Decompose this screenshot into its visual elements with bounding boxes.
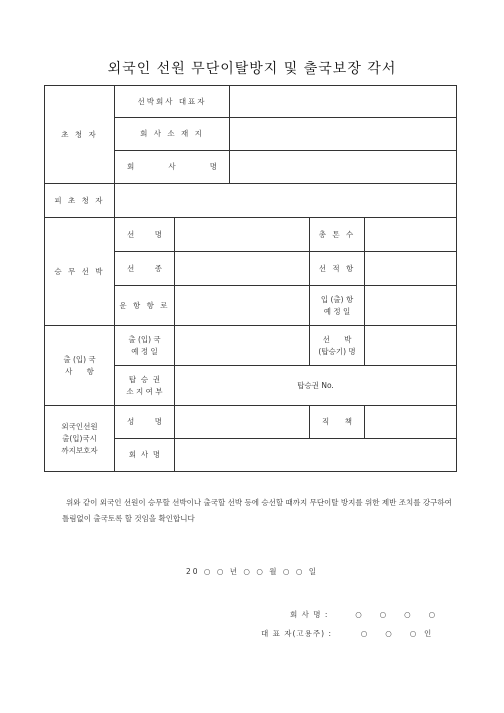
company-name-label: 회 사 명 — [115, 151, 230, 184]
company-address-label: 회 사 소 재 지 — [115, 118, 230, 151]
port-date-field[interactable] — [365, 286, 457, 326]
company-address-field[interactable] — [230, 118, 457, 151]
form-table — [44, 85, 457, 472]
document-title: 외국인 선원 무단이탈방지 및 출국보장 각서 — [107, 61, 397, 77]
guardian-company-label: 회 사 명 — [115, 439, 175, 472]
company-rep-label: 선박회사 대표자 — [115, 86, 230, 118]
guardian-name-field[interactable] — [175, 406, 310, 439]
guardian-position-field[interactable] — [365, 406, 457, 439]
port-date-label: 입 (출) 항 예 정 일 — [310, 286, 365, 326]
date-line: 20 ○ ○ 년 ○ ○ 월 ○ ○ 일 — [186, 567, 318, 576]
ship-type-label: 선 종 — [115, 252, 175, 286]
port-of-registry-label: 선 적 항 — [310, 252, 365, 286]
route-label: 운 항 항 로 — [115, 286, 175, 326]
tonnage-field[interactable] — [365, 218, 457, 252]
route-field[interactable] — [175, 286, 310, 326]
departure-label: 출 (입) 국 사 항 — [45, 326, 115, 406]
ship-name-field[interactable] — [175, 218, 310, 252]
ticket-number-label: 탑승권 No. — [297, 380, 334, 390]
signature-company — [290, 609, 436, 620]
departure-date-field[interactable] — [175, 326, 310, 366]
inviter-label: 초 청 자 — [45, 86, 115, 184]
ship-type-field[interactable] — [175, 252, 310, 286]
guardian-name-label: 성 명 — [115, 406, 175, 439]
guardian-position-label: 직 책 — [310, 406, 365, 439]
company-rep-field[interactable] — [230, 86, 457, 118]
vessel-name-field[interactable] — [365, 326, 457, 366]
signature-rep-label: 대 표 자(고용주) : — [261, 629, 333, 638]
signature-company-value: ○ ○ ○ ○ — [355, 610, 437, 619]
ship-name-label: 선 명 — [115, 218, 175, 252]
signature-representative — [261, 628, 432, 639]
port-of-registry-field[interactable] — [365, 252, 457, 286]
vessel-name-label: 선 박 (탑승기) 명 — [310, 326, 365, 366]
company-name-field[interactable] — [230, 151, 457, 184]
ticket-number-field[interactable] — [175, 366, 457, 406]
invitee-label: 피 초 청 자 — [45, 184, 115, 218]
signature-rep-value: ○ ○ ○ 인 — [360, 629, 433, 638]
signature-company-label: 회 사 명 : — [290, 610, 329, 619]
statement-paragraph: 위와 같이 외국인 선원이 승무할 선박이나 출국할 선박 등에 승선할 때까지 무단이탈 방지를 위한 제반 조치를 강구하여 틀림없이 출국토록 할 것임을 확인합니다 — [62, 498, 452, 523]
guardian-company-field[interactable] — [175, 439, 457, 472]
tonnage-label: 총 톤 수 — [310, 218, 365, 252]
ticket-label: 탑 승 권 소 지 여 부 — [115, 366, 175, 406]
ship-label: 승 무 선 박 — [45, 218, 115, 326]
guardian-label: 외국인선원 출(입)국시 까지보호자 — [45, 406, 115, 472]
departure-date-label: 출 (입) 국 예 정 일 — [115, 326, 175, 366]
invitee-field[interactable] — [115, 184, 457, 218]
